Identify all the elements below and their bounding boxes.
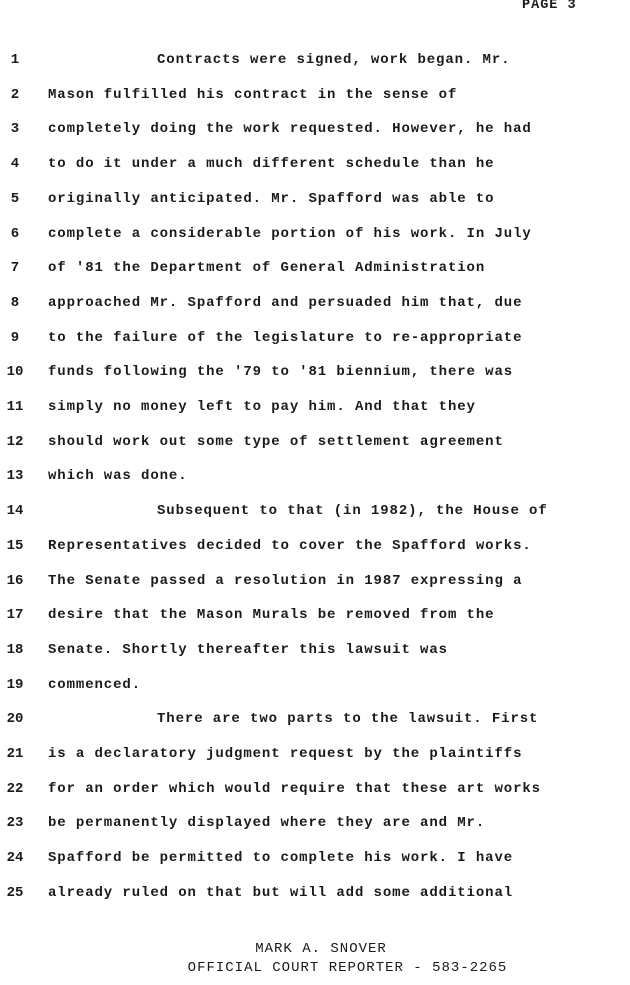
line-text: to the failure of the legislature to re-appropriate: [48, 329, 523, 346]
transcript-line: [0, 119, 630, 143]
transcript-line: [0, 362, 630, 386]
line-text: for an order which would require that these art works: [48, 780, 541, 797]
line-text: Subsequent to that (in 1982), the House of: [157, 503, 548, 520]
transcript-line: [0, 432, 630, 456]
transcript-line: [0, 709, 630, 733]
reporter-name: MARK A. SNOVER: [255, 941, 387, 957]
line-number: 20: [6, 711, 24, 728]
transcript-line: [0, 640, 630, 664]
transcript-line: [0, 50, 630, 74]
line-text: commenced.: [48, 676, 142, 693]
line-number: 9: [10, 329, 20, 346]
line-text: completely doing the work requested. However, he had: [48, 121, 532, 138]
page-footer: [0, 940, 630, 978]
line-text: originally anticipated. Mr. Spafford was able to: [48, 190, 495, 207]
transcript-line: [0, 501, 630, 525]
line-number: 16: [6, 572, 24, 589]
transcript-line: [0, 779, 630, 803]
line-number: 8: [10, 294, 20, 311]
line-number: 24: [6, 850, 24, 867]
line-text: There are two parts to the lawsuit. First: [157, 711, 539, 728]
line-text: of '81 the Department of General Administration: [48, 260, 486, 277]
transcript-line: [0, 224, 630, 248]
line-number: 10: [6, 364, 24, 381]
line-number: 23: [6, 815, 24, 832]
line-number: 11: [6, 399, 24, 415]
line-text: Contracts were signed, work began. Mr.: [157, 52, 511, 68]
page-number: PAGE 3: [522, 0, 577, 13]
line-number: 5: [10, 190, 20, 207]
line-number: 7: [10, 260, 20, 277]
transcript-line: [0, 813, 630, 837]
line-text: to do it under a much different schedule than he: [48, 156, 495, 173]
transcript-line: [0, 397, 630, 421]
line-number: 1: [10, 52, 20, 68]
transcript-line: [0, 744, 630, 768]
line-text: Senate. Shortly thereafter this lawsuit was: [48, 641, 448, 658]
transcript-line: [0, 258, 630, 282]
line-text: be permanently displayed where they are and Mr.: [48, 815, 486, 832]
transcript-line: [0, 536, 630, 560]
line-text: Spafford be permitted to complete his work. I have: [48, 850, 514, 867]
line-number: 22: [6, 780, 24, 797]
line-number: 15: [6, 537, 24, 554]
transcript-line: [0, 189, 630, 213]
line-text: should work out some type of settlement agreement: [48, 433, 504, 450]
line-number: 25: [6, 884, 24, 901]
line-text: complete a considerable portion of his work. In July: [48, 225, 532, 242]
line-text: approached Mr. Spafford and persuaded him that, due: [48, 294, 523, 311]
transcript-line: [0, 466, 630, 490]
line-number: 4: [10, 156, 20, 173]
line-number: 17: [6, 607, 24, 624]
line-text: Representatives decided to cover the Spafford works.: [48, 537, 532, 554]
line-number: 2: [10, 86, 20, 103]
line-number: 3: [10, 121, 20, 138]
line-number: 21: [6, 746, 24, 762]
line-number: 14: [6, 503, 24, 520]
line-number: 19: [6, 676, 24, 693]
transcript-line: [0, 883, 630, 907]
line-text: Mason fulfilled his contract in the sense of: [48, 86, 458, 103]
transcript-line: [0, 571, 630, 595]
line-text: funds following the '79 to '81 biennium, there was: [48, 364, 514, 381]
reporter-title: OFFICIAL COURT REPORTER - 583-2265: [187, 960, 508, 976]
transcript-line: [0, 293, 630, 317]
transcript-line: [0, 328, 630, 352]
line-text: already ruled on that but will add some additional: [48, 884, 514, 901]
transcript-line: [0, 154, 630, 178]
line-number: 13: [6, 468, 24, 485]
transcript-line: [0, 85, 630, 109]
line-number: 18: [6, 641, 24, 658]
line-number: 12: [6, 433, 24, 450]
transcript-line: [0, 848, 630, 872]
line-text: simply no money left to pay him. And that they: [48, 399, 476, 415]
transcript-line: [0, 605, 630, 629]
line-text: which was done.: [48, 468, 188, 485]
line-text: The Senate passed a resolution in 1987 expressing a: [48, 572, 523, 589]
transcript-line: [0, 675, 630, 699]
line-text: desire that the Mason Murals be removed from the: [48, 607, 495, 624]
line-text: is a declaratory judgment request by the plaintiffs: [48, 746, 523, 762]
line-number: 6: [10, 225, 20, 242]
